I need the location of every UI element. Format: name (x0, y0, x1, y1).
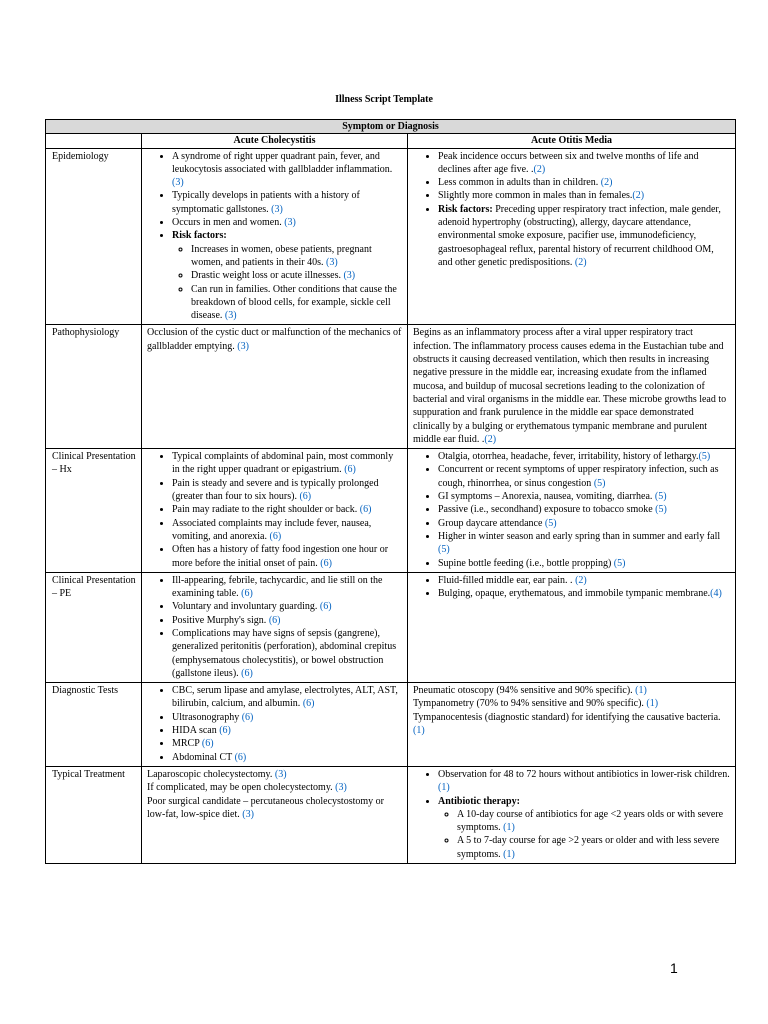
text-run: Poor surgical candidate – percutaneous cholecystostomy or low-fat, low-spice diet. (147, 795, 384, 820)
row-label: Pathophysiology (46, 325, 142, 449)
reference-citation: (6) (269, 530, 282, 542)
reference-citation: (1) (646, 698, 659, 710)
text-run: Tympanocentesis (diagnostic standard) for identifying the causative bacteria. (413, 711, 721, 723)
bold-label: Risk factors: (172, 230, 227, 242)
list-item (172, 450, 402, 477)
otitis-media-cell (408, 148, 736, 325)
reference-citation: (5) (613, 557, 626, 569)
reference-citation: (1) (438, 782, 450, 794)
list-item (172, 627, 402, 680)
text-run: Drastic weight loss or acute illnesses. (191, 270, 344, 282)
list-item (172, 737, 402, 750)
text-run: Preceding upper respiratory tract infection, male gender, adenoid hypertrophy (obstructing), allergy, daycare attendance, environmental smoke exposure, pacifier use, immunodeficiency, gastroesophageal reflux, parental history of recurrent childhood OM, and other genetic predispositions. (438, 203, 721, 268)
reference-citation: (3) (242, 808, 254, 820)
list-item (438, 463, 730, 490)
text-run: Fluid-filled middle ear, ear pain. . (438, 574, 576, 586)
table-header-row (46, 134, 736, 148)
row-label: Diagnostic Tests (46, 683, 142, 767)
otitis-media-cell (408, 449, 736, 573)
bullet-list (413, 768, 730, 861)
list-item (172, 711, 402, 724)
text-run: Ultrasonography (172, 711, 242, 723)
reference-citation: (3) (271, 203, 283, 215)
reference-citation: (6) (219, 725, 231, 737)
illness-script-table (45, 119, 736, 864)
text-run: Occlusion of the cystic duct or malfunction of the mechanics of gallbladder emptying. (147, 327, 402, 352)
text-run: Higher in winter season and early spring than in summer and early fall (438, 530, 721, 542)
sub-bullet-list (438, 808, 730, 861)
cell-line (413, 711, 730, 738)
table-row-typical-treatment (46, 766, 736, 863)
reference-citation: (2) (533, 163, 546, 175)
reference-citation: (6) (320, 557, 332, 569)
list-item (172, 724, 402, 737)
bullet-list (147, 450, 402, 570)
list-item (172, 600, 402, 613)
reference-citation: (5) (438, 544, 450, 556)
table-row-clinical-presentation-pe (46, 572, 736, 682)
list-item (172, 189, 402, 216)
cholecystitis-cell (142, 572, 408, 682)
text-run: HIDA scan (172, 725, 220, 737)
list-item (172, 150, 402, 190)
text-run: GI symptoms – Anorexia, nausea, vomiting, diarrhea. (438, 491, 655, 503)
otitis-media-cell (408, 766, 736, 863)
cholecystitis-cell (142, 148, 408, 325)
reference-citation: (3) (172, 177, 184, 189)
table-row-epidemiology (46, 148, 736, 325)
list-item (172, 751, 402, 764)
reference-citation: (3) (237, 340, 249, 352)
text-run: A 10-day course of antibiotics for age <2 years olds or with severe symptoms. (457, 808, 724, 834)
sub-list-item (457, 834, 730, 861)
reference-citation: (6) (241, 711, 254, 723)
reference-citation: (6) (241, 588, 253, 600)
text-run: Begins as an inflammatory process after a viral upper respiratory tract infection. The inflammatory process causes edema in the Eustachian tube and obstructs it causing decreased ventilation, which then results in increasing negative pressure in the middle ear, increasing exudate from the inflamed mucosa, and buildup of mucosal secretions leading to the colonization of bacterial and viral organisms in the middle ear. These microbe growths lead to suppuration and frank purulence in the middle ear space demonstrated clinically by a bulging or erythematous tympanic membrane and purulent middle ear fluid. . (413, 327, 727, 445)
text-run: Pain may radiate to the right shoulder or back. (172, 504, 360, 516)
list-item (438, 150, 730, 177)
text-run: Voluntary and involuntary guarding. (172, 601, 320, 613)
cell-paragraph (413, 326, 730, 446)
cell-line (413, 697, 730, 710)
bullet-list (147, 150, 402, 323)
text-run: Pain is steady and severe and is typically prolonged (greater than four to six hours). (172, 477, 379, 503)
reference-citation: (3) (224, 310, 237, 322)
list-item (172, 684, 402, 711)
otitis-media-cell (408, 325, 736, 449)
document-title: Illness Script Template (335, 94, 433, 105)
text-run: Typical complaints of abdominal pain, most commonly in the right upper quadrant or epigastrium. (172, 451, 394, 476)
text-run: Peak incidence occurs between six and twelve months of life and declines after age five. . (438, 150, 699, 175)
list-item (172, 229, 402, 322)
reference-citation: (6) (344, 464, 356, 476)
list-item (438, 203, 730, 269)
text-run: Pneumatic otoscopy (94% sensitive and 90% specific). (413, 685, 636, 697)
row-label: Clinical Presentation – PE (46, 572, 142, 682)
text-run: Tympanometry (70% to 94% sensitive and 90% specific). (413, 698, 647, 710)
list-item (172, 614, 402, 627)
table-row-pathophysiology (46, 325, 736, 449)
bullet-list (413, 574, 730, 601)
text-run: Slightly more common in males than in females. (438, 190, 633, 202)
text-run: Can run in families. Other conditions that cause the breakdown of blood cells, for example, sickle cell disease. (191, 283, 397, 322)
reference-citation: (6) (201, 738, 214, 750)
list-item (172, 574, 402, 601)
text-run: Bulging, opaque, erythematous, and immobile tympanic membrane. (438, 588, 711, 600)
list-item (438, 795, 730, 861)
reference-citation: (3) (325, 256, 338, 268)
cholecystitis-cell (142, 683, 408, 767)
cell-line (413, 684, 730, 697)
page-number: 1 (670, 960, 678, 976)
row-label: Typical Treatment (46, 766, 142, 863)
sub-bullet-list (172, 243, 402, 323)
text-run: Group daycare attendance (438, 517, 545, 529)
bullet-list (147, 684, 402, 764)
sub-list-item (191, 243, 402, 270)
list-item (172, 216, 402, 229)
cell-line (147, 768, 402, 781)
sub-list-item (191, 283, 402, 323)
otitis-media-cell (408, 683, 736, 767)
cell-line (147, 795, 402, 822)
column-heading-cholecystitis: Acute Cholecystitis (142, 134, 408, 148)
text-run: MRCP (172, 738, 202, 750)
reference-citation: (4) (710, 588, 722, 600)
cholecystitis-cell (142, 766, 408, 863)
text-run: Associated complaints may include fever, nausea, vomiting, and anorexia. (172, 517, 372, 542)
reference-citation: (6) (268, 614, 281, 626)
cell-line (147, 781, 402, 794)
reference-citation: (2) (484, 433, 497, 445)
reference-citation: (2) (574, 256, 587, 268)
text-run: A 5 to 7-day course for age >2 years or older and with less severe symptoms. (457, 835, 720, 860)
text-run: Abdominal CT (172, 751, 235, 763)
table-band-row (46, 120, 736, 134)
reference-citation: (2) (575, 574, 587, 586)
reference-citation: (3) (343, 270, 356, 282)
list-item (172, 503, 402, 516)
reference-citation: (3) (335, 782, 347, 794)
cholecystitis-cell (142, 325, 408, 449)
list-item (172, 477, 402, 504)
text-run: Otalgia, otorrhea, headache, fever, irritability, history of lethargy. (438, 451, 699, 463)
reference-citation: (5) (655, 504, 667, 516)
text-run: Observation for 48 to 72 hours without antibiotics in lower-risk children. (438, 768, 730, 780)
list-item (438, 189, 730, 202)
text-run: Occurs in men and women. (172, 217, 285, 229)
cholecystitis-cell (142, 449, 408, 573)
list-item (438, 768, 730, 795)
text-run: Typically develops in patients with a history of symptomatic gallstones. (172, 190, 360, 215)
reference-citation: (5) (698, 451, 711, 463)
bold-label: Risk factors: (438, 203, 496, 215)
text-run: Concurrent or recent symptoms of upper respiratory infection, such as cough, rhinorrhea, or sinus congestion (438, 464, 719, 489)
otitis-media-cell (408, 572, 736, 682)
list-item (438, 557, 730, 570)
table-row-diagnostic-tests (46, 683, 736, 767)
list-item (172, 517, 402, 544)
reference-citation: (1) (635, 685, 647, 697)
text-run: Ill-appearing, febrile, tachycardic, and lie still on the examining table. (172, 574, 383, 600)
list-item (438, 587, 730, 600)
text-run: Increases in women, obese patients, pregnant women, and patients in their 40s. (191, 243, 372, 268)
reference-citation: (6) (241, 667, 253, 679)
reference-citation: (3) (284, 217, 296, 229)
reference-citation: (2) (632, 190, 645, 202)
reference-citation: (6) (302, 698, 315, 710)
list-item (438, 574, 730, 587)
column-heading-otitis-media: Acute Otitis Media (408, 134, 736, 148)
cell-paragraph (147, 326, 402, 353)
sub-list-item (457, 808, 730, 835)
text-run: Complications may have signs of sepsis (gangrene), generalized peritonitis (perforation), abdominal crepitus (emphysematous cholecystitis), or bowel obstruction (gallstone ileus). (172, 627, 397, 679)
reference-citation: (6) (359, 504, 372, 516)
reference-citation: (5) (654, 491, 667, 503)
list-item (438, 503, 730, 516)
reference-citation: (6) (234, 751, 247, 763)
text-run: Supine bottle feeding (i.e., bottle propping) (438, 557, 614, 569)
row-label: Clinical Presentation – Hx (46, 449, 142, 573)
text-run: A syndrome of right upper quadrant pain, fever, and leukocytosis associated with gallbladder inflammation. (172, 150, 393, 175)
symptom-diagnosis-band: Symptom or Diagnosis (46, 120, 736, 134)
bullet-list (147, 574, 402, 680)
text-run: CBC, serum lipase and amylase, electrolytes, ALT, AST, bilirubin, calcium, and albumin. (172, 685, 398, 710)
text-run: Positive Murphy's sign. (172, 614, 269, 626)
text-run: Passive (i.e., secondhand) exposure to tobacco smoke (438, 504, 656, 516)
reference-citation: (3) (274, 768, 287, 780)
reference-citation: (5) (544, 517, 557, 529)
text-run: Often has a history of fatty food ingestion one hour or more before the initial onset of pain. (172, 544, 389, 569)
list-item (172, 543, 402, 570)
list-item (438, 530, 730, 557)
list-item (438, 490, 730, 503)
corner-cell (46, 134, 142, 148)
sub-list-item (191, 269, 402, 282)
list-item (438, 176, 730, 189)
reference-citation: (1) (503, 822, 515, 834)
bullet-list (413, 450, 730, 570)
reference-citation: (1) (413, 725, 425, 737)
bold-label: Antibiotic therapy: (438, 795, 520, 807)
text-run: Laparoscopic cholecystectomy. (147, 768, 275, 780)
text-run: If complicated, may be open cholecystectomy. (147, 782, 336, 794)
list-item (438, 517, 730, 530)
bullet-list (413, 150, 730, 270)
reference-citation: (2) (600, 177, 613, 189)
table-row-clinical-presentation-hx (46, 449, 736, 573)
reference-citation: (1) (503, 848, 515, 860)
list-item (438, 450, 730, 463)
text-run: Less common in adults than in children. (438, 177, 601, 189)
reference-citation: (6) (299, 491, 312, 503)
reference-citation: (6) (319, 601, 332, 613)
row-label: Epidemiology (46, 148, 142, 325)
reference-citation: (5) (593, 477, 606, 489)
